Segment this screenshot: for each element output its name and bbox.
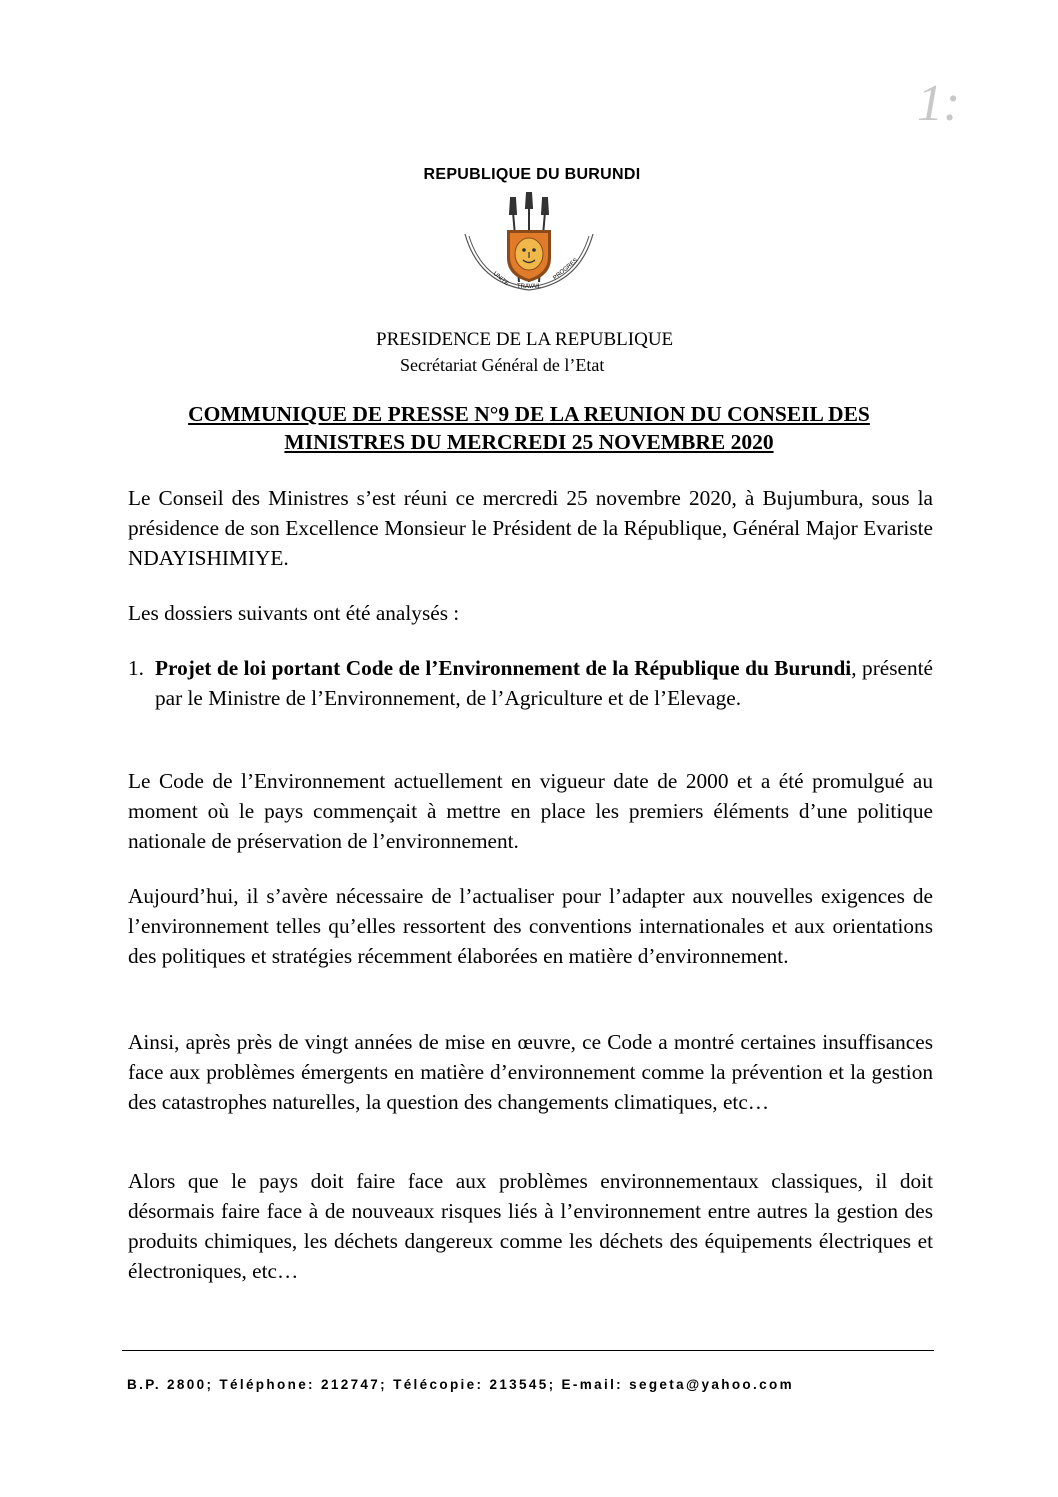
list-item-rest: , présenté par le Ministre de l’Environnement, de l’Agriculture et de l’Elevage.: [155, 656, 933, 710]
list-item-text: [155, 653, 933, 713]
paragraph-text: Les dossiers suivants ont été analysés :: [128, 601, 460, 625]
paragraph-text: Ainsi, après près de vingt années de mise en œuvre, ce Code a montré certaines insuffisances face aux problèmes émergents en matière d’environnement comme la prévention et la gestion des catastrophes naturelles, la question des changements climatiques, etc…: [128, 1030, 933, 1114]
intro-paragraph: [128, 483, 933, 573]
paragraph-text: Aujourd’hui, il s’avère nécessaire de l’actualiser pour l’adapter aux nouvelles exigences de l’environnement telles qu’elles ressortent des conventions internationales et aux orientations des politiques et stratégies récemment élaborées en matière d’environnement.: [128, 884, 933, 968]
dossiers-paragraph: [128, 598, 933, 628]
secretariat-heading: Secrétariat Général de l’Etat: [400, 355, 605, 375]
paragraph-text: Alors que le pays doit faire face aux problèmes environnementaux classiques, il doit désormais faire face à de nouveaux risques liés à l’environnement entre autres la gestion des produits chimiques, les déchets dangereux comme les déchets des équipements électriques et électroniques, etc…: [128, 1169, 933, 1283]
paragraph-update-need: [128, 881, 933, 971]
paragraph-text: Le Code de l’Environnement actuellement en vigueur date de 2000 et a été promulgué au moment où le pays commençait à mettre en place les premiers éléments d’une politique nationale de préservation de l’environnement.: [128, 769, 933, 853]
coat-of-arms: [459, 192, 599, 304]
title-line-2: MINISTRES DU MERCREDI 25 NOVEMBRE 2020: [284, 430, 774, 454]
list-item-title: Projet de loi portant Code de l’Environnement de la République du Burundi: [155, 656, 852, 680]
page-number: 1:: [917, 75, 961, 132]
paragraph-text: Le Conseil des Ministres s’est réuni ce mercredi 25 novembre 2020, à Bujumbura, sous la présidence de son Excellence Monsieur le Président de la République, Général Major Evariste NDAYISHIMIYE.: [128, 486, 933, 570]
paragraph-new-risks: [128, 1166, 933, 1286]
document-title: [120, 400, 938, 456]
svg-text:PROGRES: PROGRES: [552, 257, 580, 282]
svg-text:UNITE: UNITE: [491, 270, 510, 288]
list-item: [128, 653, 933, 713]
coat-of-arms-icon: [459, 192, 599, 304]
svg-text:TRAVAIL: TRAVAIL: [517, 284, 542, 290]
footer-contact: B.P. 2800; Téléphone: 212747; Télécopie: 213545; E-mail: segeta@yahoo.com: [127, 1377, 794, 1392]
footer-divider: [122, 1350, 934, 1351]
presidence-heading: PRESIDENCE DE LA REPUBLIQUE: [376, 329, 674, 350]
republic-heading: REPUBLIQUE DU BURUNDI: [423, 166, 641, 183]
paragraph-insufficiencies: [128, 1027, 933, 1117]
title-line-1: COMMUNIQUE DE PRESSE N°9 DE LA REUNION DU CONSEIL DES: [188, 402, 870, 426]
paragraph-code-history: [128, 766, 933, 856]
list-item-number: 1.: [128, 656, 144, 680]
